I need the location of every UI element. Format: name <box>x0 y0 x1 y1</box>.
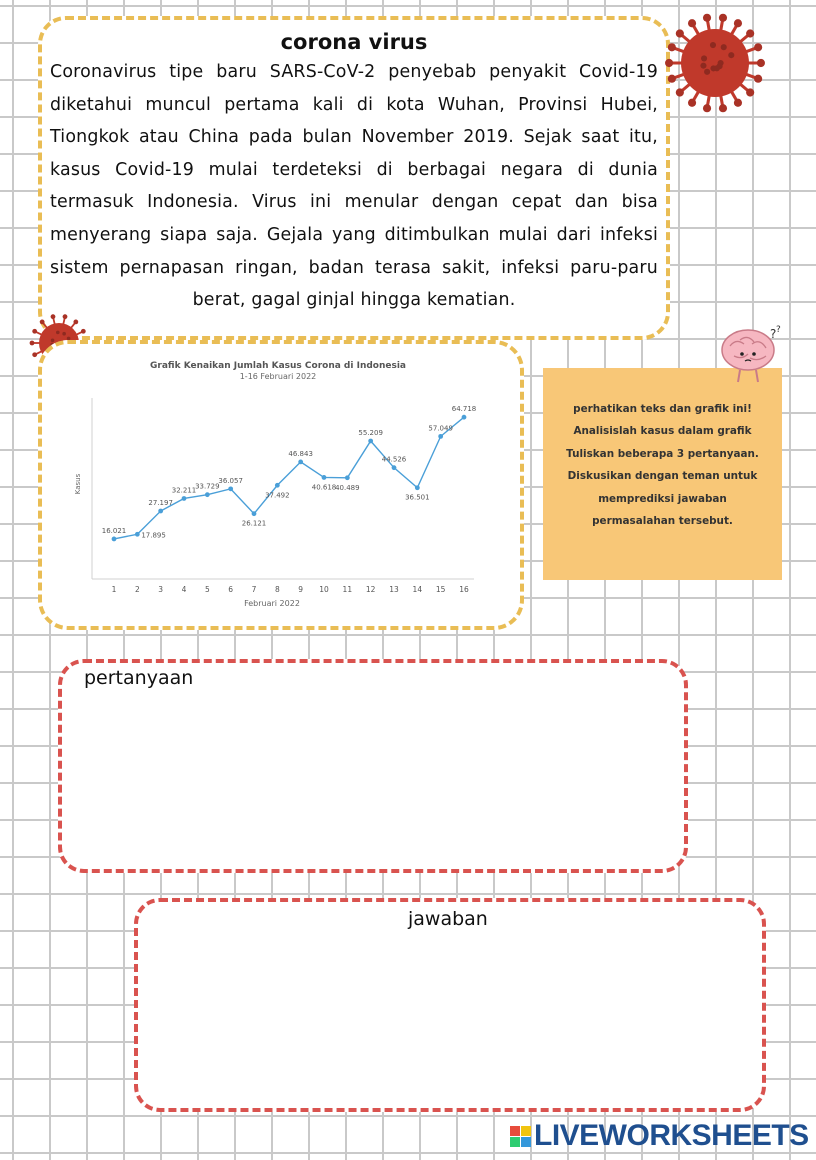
question-label: pertanyaan <box>84 667 194 689</box>
data-label: 55.209 <box>358 428 383 437</box>
x-tick-label: 8 <box>274 585 280 594</box>
logo-wordmark: LIVEWORKSHEETS <box>534 1119 809 1152</box>
data-label: 27.197 <box>148 499 173 508</box>
data-label: 33.729 <box>195 482 220 491</box>
note-line: Analisislah kasus dalam grafik <box>573 425 752 438</box>
data-label: 40.618 <box>311 483 337 492</box>
answer-box[interactable] <box>134 898 766 1112</box>
x-tick-label: 5 <box>204 585 210 594</box>
x-tick-label: 10 <box>319 585 329 594</box>
intro-title: corona virus <box>280 30 428 54</box>
data-point <box>438 434 443 439</box>
data-point <box>298 459 303 464</box>
data-point <box>228 486 233 491</box>
x-tick-label: 7 <box>251 585 257 594</box>
note-line: perhatikan teks dan grafik ini! <box>573 403 752 415</box>
data-label: 44.526 <box>381 455 407 464</box>
intro-card <box>38 16 670 340</box>
question-box[interactable] <box>58 659 688 873</box>
data-label: 16.021 <box>101 526 127 535</box>
series-line <box>114 417 464 539</box>
data-label: 57.049 <box>428 424 453 433</box>
liveworksheets-logo <box>510 1118 809 1154</box>
x-tick-label: 2 <box>134 585 140 594</box>
data-label: 46.843 <box>288 449 313 458</box>
y-axis-label: Kasus <box>74 473 82 495</box>
logo-tile-icon <box>510 1126 531 1147</box>
brain-icon <box>718 318 786 388</box>
data-label: 64.718 <box>451 405 477 414</box>
note-line: permasalahan tersebut. <box>592 515 733 528</box>
virus-icon-large <box>660 0 770 126</box>
data-point <box>275 483 280 488</box>
chart-title: Grafik Kenaikan Jumlah Kasus Corona di Indonesia <box>150 361 406 371</box>
x-tick-label: 1 <box>111 585 117 594</box>
x-tick-label: 9 <box>298 585 304 594</box>
data-label: 36.057 <box>218 476 243 485</box>
data-label: 17.895 <box>141 531 166 540</box>
intro-body: Coronavirus tipe baru SARS-CoV-2 penyebab penyakit Covid-19 diketahui muncul pertama kali di kota Wuhan, Provinsi Hubei, Tiongkok atau China pada bulan November 2019. Sejak saat itu, kasus Covid-19 mulai terdeteksi di berbagai negara di dunia termasuk Indonesia. Virus ini menular dengan cepat dan bisa menyerang siapa saja. Gejala yang ditimbulkan mulai dari infeksi sistem pernapasan ringan, badan terasa sakit, infeksi paru-paru berat, gagal ginjal hingga kematian. <box>50 62 658 311</box>
data-point <box>415 485 420 490</box>
note-line: Tuliskan beberapa 3 pertanyaan. <box>566 447 759 460</box>
instruction-note <box>543 368 782 580</box>
data-point <box>345 475 350 480</box>
answer-label: jawaban <box>408 908 488 930</box>
note-line: Diskusikan dengan teman untuk <box>567 470 758 483</box>
x-tick-label: 14 <box>412 585 423 594</box>
x-tick-label: 3 <box>158 585 164 594</box>
data-point <box>462 415 467 420</box>
x-tick-label: 16 <box>459 585 469 594</box>
x-tick-label: 13 <box>389 585 399 594</box>
svg-text:?: ? <box>770 327 777 341</box>
note-line: memprediksi jawaban <box>598 492 727 505</box>
data-point <box>392 465 397 470</box>
data-point <box>368 439 373 444</box>
chart-card <box>38 340 524 630</box>
x-tick-label: 4 <box>181 585 187 594</box>
data-label: 36.501 <box>405 493 430 502</box>
data-point <box>205 492 210 497</box>
data-label: 37.492 <box>265 491 290 500</box>
x-tick-label: 6 <box>228 585 234 594</box>
x-tick-label: 11 <box>342 585 353 594</box>
svg-text:?: ? <box>776 325 781 335</box>
data-point <box>322 475 327 480</box>
data-point <box>182 496 187 501</box>
x-tick-label: 15 <box>435 585 446 594</box>
x-tick-label: 12 <box>365 585 376 594</box>
data-point <box>135 532 140 537</box>
data-label: 26.121 <box>241 519 267 528</box>
data-point <box>252 511 257 516</box>
x-axis-label: Februari 2022 <box>244 599 300 608</box>
data-label: 32.211 <box>171 486 197 495</box>
data-label: 40.489 <box>335 483 360 492</box>
case-line-chart <box>42 344 524 630</box>
data-point <box>112 537 117 542</box>
data-point <box>158 509 163 514</box>
chart-subtitle: 1-16 Februari 2022 <box>239 372 317 381</box>
